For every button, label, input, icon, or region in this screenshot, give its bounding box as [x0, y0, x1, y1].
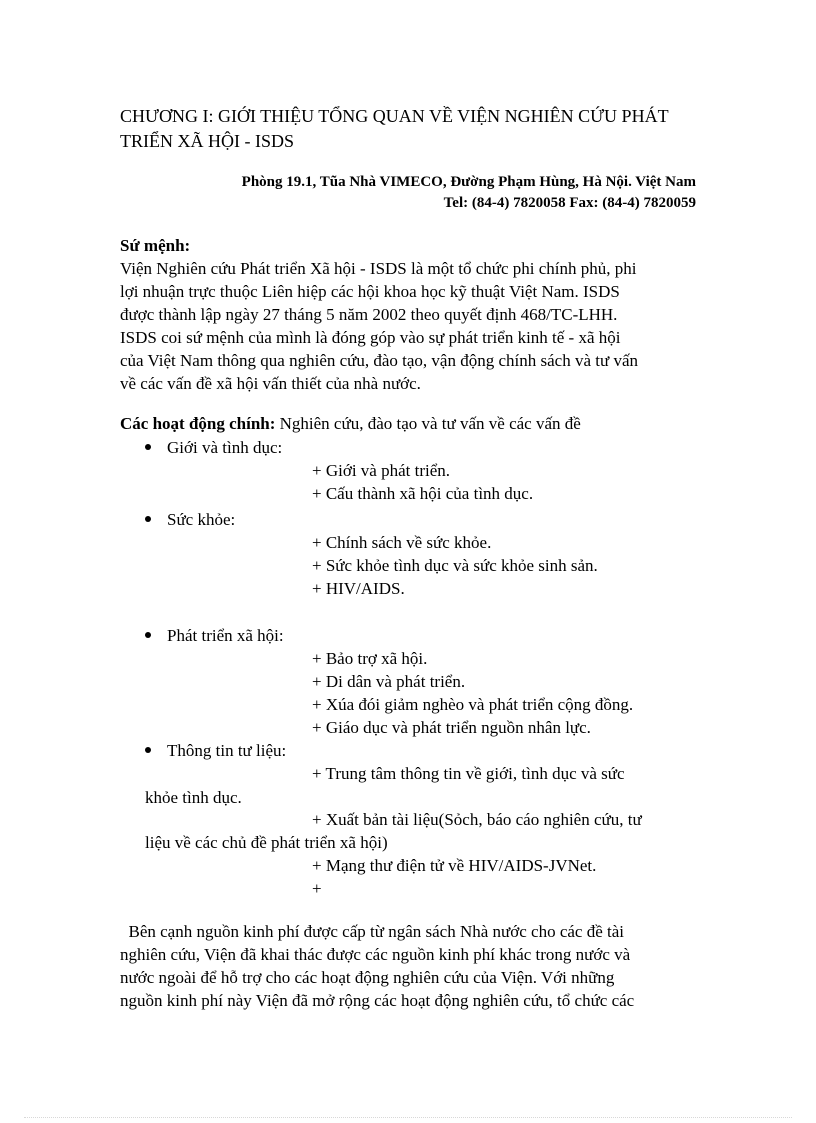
sub-item-continuation: liệu về các chủ đề phát triển xã hội) — [145, 833, 388, 852]
paragraph-line: ISDS coi sứ mệnh của mình là đóng góp vào sự phát triển kinh tế - xã hội — [120, 328, 621, 347]
sub-item: + Chính sách về sức khỏe. — [312, 533, 492, 552]
paragraph-line: Bên cạnh nguồn kinh phí được cấp từ ngân sách Nhà nước cho các đề tài — [120, 922, 624, 941]
category-label: Sức khỏe: — [167, 510, 236, 529]
activities-intro: Nghiên cứu, đào tạo và tư vấn về các vấn đề — [275, 414, 581, 433]
sub-item: + Sức khỏe tình dục và sức khỏe sinh sản. — [312, 556, 598, 575]
closing-paragraph — [120, 920, 700, 1012]
category-item — [145, 739, 286, 762]
sub-item: + HIV/AIDS. — [312, 579, 405, 598]
category-label: Thông tin tư liệu: — [167, 741, 287, 760]
address-block — [242, 172, 696, 214]
bullet-icon — [145, 444, 151, 450]
category-item — [145, 508, 235, 531]
sub-item: + Mạng thư điện tử về HIV/AIDS-JVNet. — [312, 856, 597, 875]
paragraph-line: được thành lập ngày 27 tháng 5 năm 2002 theo quyết định 468/TC-LHH. — [120, 305, 618, 324]
sub-item: + Cấu thành xã hội của tình dục. — [312, 484, 534, 503]
paragraph-line: nghiên cứu, Viện đã khai thác được các nguồn kinh phí khác trong nước và — [120, 945, 631, 964]
sub-item: + Di dân và phát triển. — [312, 672, 466, 691]
bullet-icon — [145, 632, 151, 638]
sub-item: + Giới và phát triển. — [312, 461, 451, 480]
paragraph-line: lợi nhuận trực thuộc Liên hiệp các hội khoa học kỹ thuật Việt Nam. ISDS — [120, 282, 620, 301]
paragraph-line: Viện Nghiên cứu Phát triển Xã hội - ISDS là một tổ chức phi chính phủ, phi — [120, 259, 637, 278]
paragraph-line: về các vấn đề xã hội vấn thiết của nhà nước. — [120, 374, 421, 393]
sub-item: + Trung tâm thông tin về giới, tình dục và sức — [312, 764, 625, 783]
chapter-title-line: TRIỂN XÃ HỘI - ISDS — [120, 131, 294, 151]
address-line: Phòng 19.1, Tũa Nhà VIMECO, Đường Phạm Hùng, Hà Nội. Việt Nam — [241, 174, 696, 190]
mission-paragraph — [120, 257, 700, 395]
chapter-title — [120, 104, 720, 154]
sub-item: + Xúa đói giảm nghèo và phát triển cộng đồng. — [312, 695, 634, 714]
sub-item: + Xuất bản tài liệu(Sỏch, báo cáo nghiên cứu, tư — [312, 810, 642, 829]
mission-heading: Sứ mệnh: — [120, 236, 191, 255]
activities-heading-label: Các hoạt động chính: — [120, 414, 276, 433]
sub-item-continuation: khỏe tình dục. — [145, 788, 242, 807]
category-label: Giới và tình dục: — [167, 438, 283, 457]
paragraph-line: nguồn kinh phí này Viện đã mở rộng các hoạt động nghiên cứu, tổ chức các — [120, 991, 635, 1010]
category-label: Phát triển xã hội: — [167, 626, 284, 645]
bullet-icon — [145, 516, 151, 522]
activities-heading — [120, 412, 581, 435]
sub-item: + Giáo dục và phát triển nguồn nhân lực. — [312, 718, 591, 737]
category-item — [145, 624, 284, 647]
paragraph-line: của Việt Nam thông qua nghiên cứu, đào tạo, vận động chính sách và tư vấn — [120, 351, 638, 370]
paragraph-line: nước ngoài để hỗ trợ cho các hoạt động nghiên cứu của Viện. Với những — [120, 968, 615, 987]
sub-item: + — [312, 879, 322, 898]
sub-item: + Bảo trợ xã hội. — [312, 649, 428, 668]
chapter-title-line: CHƯƠNG I: GIỚI THIỆU TỔNG QUAN VỀ VIỆN NGHIÊN CỨU PHÁT — [120, 106, 669, 126]
contact-line: Tel: (84-4) 7820058 Fax: (84-4) 7820059 — [443, 195, 696, 211]
page-bottom-rule — [24, 1117, 792, 1118]
category-item — [145, 436, 282, 459]
bullet-icon — [145, 747, 151, 753]
